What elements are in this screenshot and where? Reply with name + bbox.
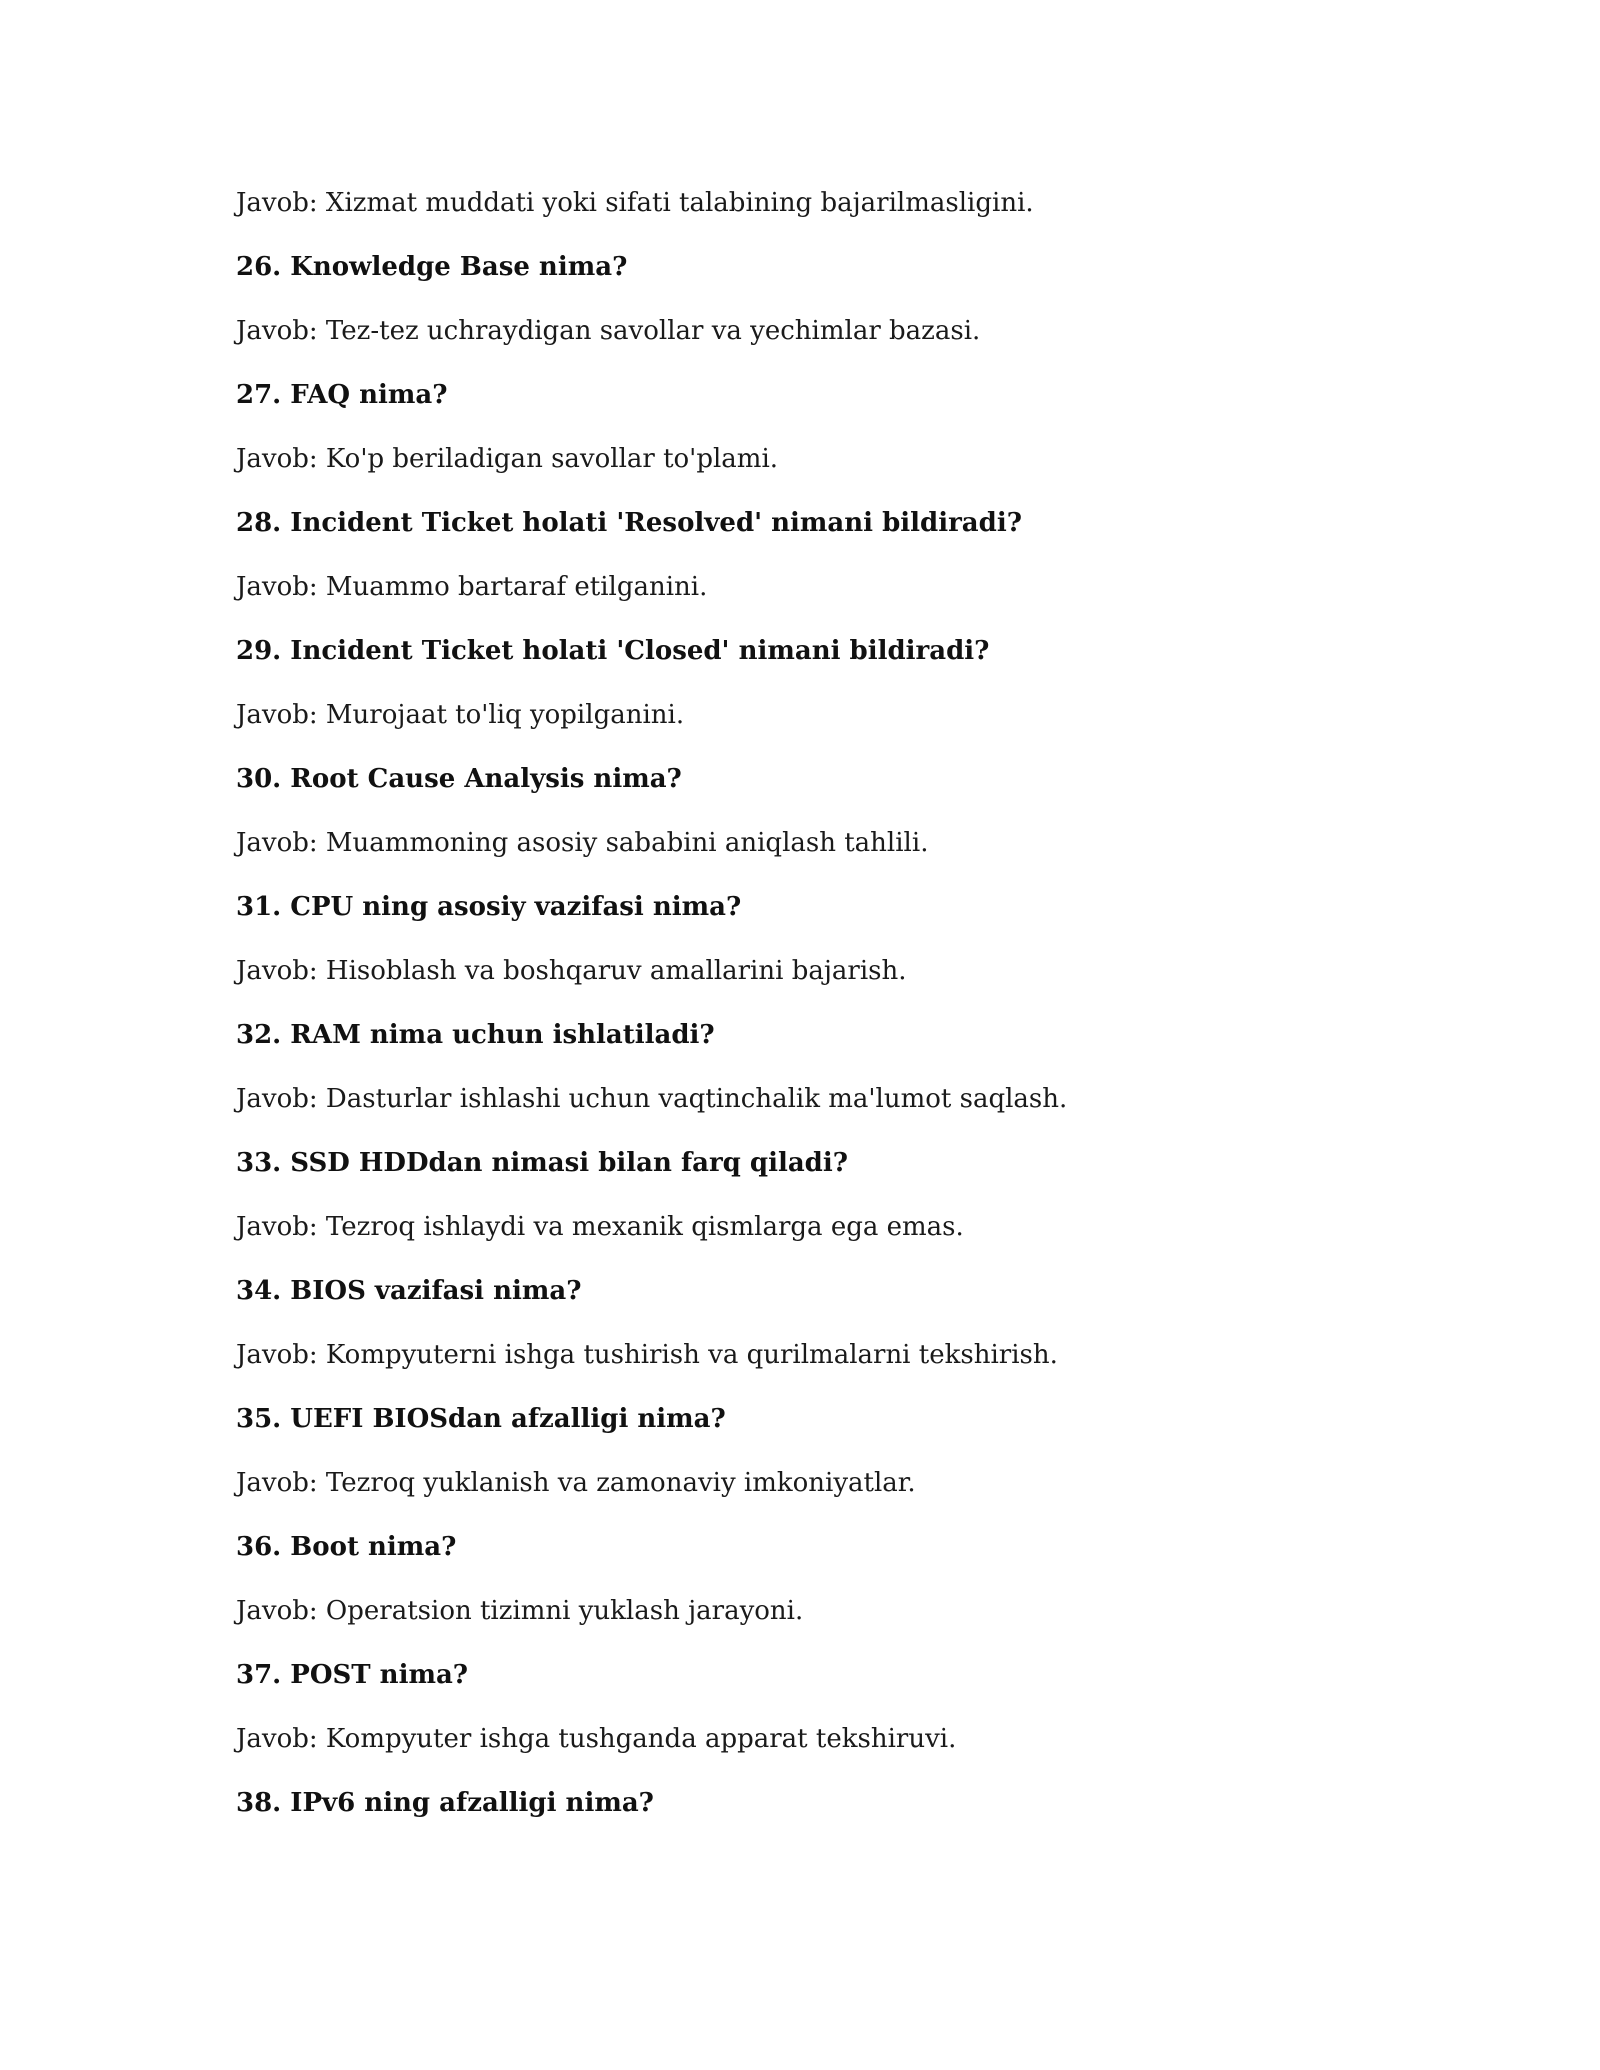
answer-text: Javob: Tezroq yuklanish va zamonaviy imkoniyatlar. (236, 1468, 916, 1498)
qa-list (236, 186, 1436, 1850)
question-heading: 38. IPv6 ning afzalligi nima? (236, 1788, 654, 1818)
answer-text: Javob: Muammo bartaraf etilganini. (236, 572, 708, 602)
answer-text: Javob: Dasturlar ishlashi uchun vaqtinchalik ma'lumot saqlash. (236, 1084, 1068, 1114)
question-heading: 27. FAQ nima? (236, 380, 448, 410)
question-heading: 34. BIOS vazifasi nima? (236, 1276, 582, 1306)
answer-text: Javob: Kompyuter ishga tushganda apparat tekshiruvi. (236, 1724, 957, 1754)
question-heading: 31. CPU ning asosiy vazifasi nima? (236, 892, 742, 922)
question-heading: 37. POST nima? (236, 1660, 469, 1690)
answer-text: Javob: Tezroq ishlaydi va mexanik qismlarga ega emas. (236, 1212, 964, 1242)
question-heading: 28. Incident Ticket holati 'Resolved' nimani bildiradi? (236, 508, 1022, 538)
answer-text: Javob: Muammoning asosiy sababini aniqlash tahlili. (236, 828, 929, 858)
question-heading: 26. Knowledge Base nima? (236, 252, 628, 282)
answer-text: Javob: Tez-tez uchraydigan savollar va yechimlar bazasi. (236, 316, 981, 346)
answer-text: Javob: Operatsion tizimni yuklash jarayoni. (236, 1596, 804, 1626)
answer-text: Javob: Hisoblash va boshqaruv amallarini bajarish. (236, 956, 907, 986)
answer-text: Javob: Ko'p beriladigan savollar to'plami. (236, 444, 779, 474)
question-heading: 29. Incident Ticket holati 'Closed' nimani bildiradi? (236, 636, 990, 666)
answer-text: Javob: Kompyuterni ishga tushirish va qurilmalarni tekshirish. (236, 1340, 1058, 1370)
answer-text: Javob: Xizmat muddati yoki sifati talabining bajarilmasligini. (236, 188, 1034, 218)
question-heading: 36. Boot nima? (236, 1532, 457, 1562)
question-heading: 35. UEFI BIOSdan afzalligi nima? (236, 1404, 726, 1434)
question-heading: 30. Root Cause Analysis nima? (236, 764, 682, 794)
question-heading: 32. RAM nima uchun ishlatiladi? (236, 1020, 715, 1050)
answer-text: Javob: Murojaat to'liq yopilganini. (236, 700, 685, 730)
question-heading: 33. SSD HDDdan nimasi bilan farq qiladi? (236, 1148, 848, 1178)
